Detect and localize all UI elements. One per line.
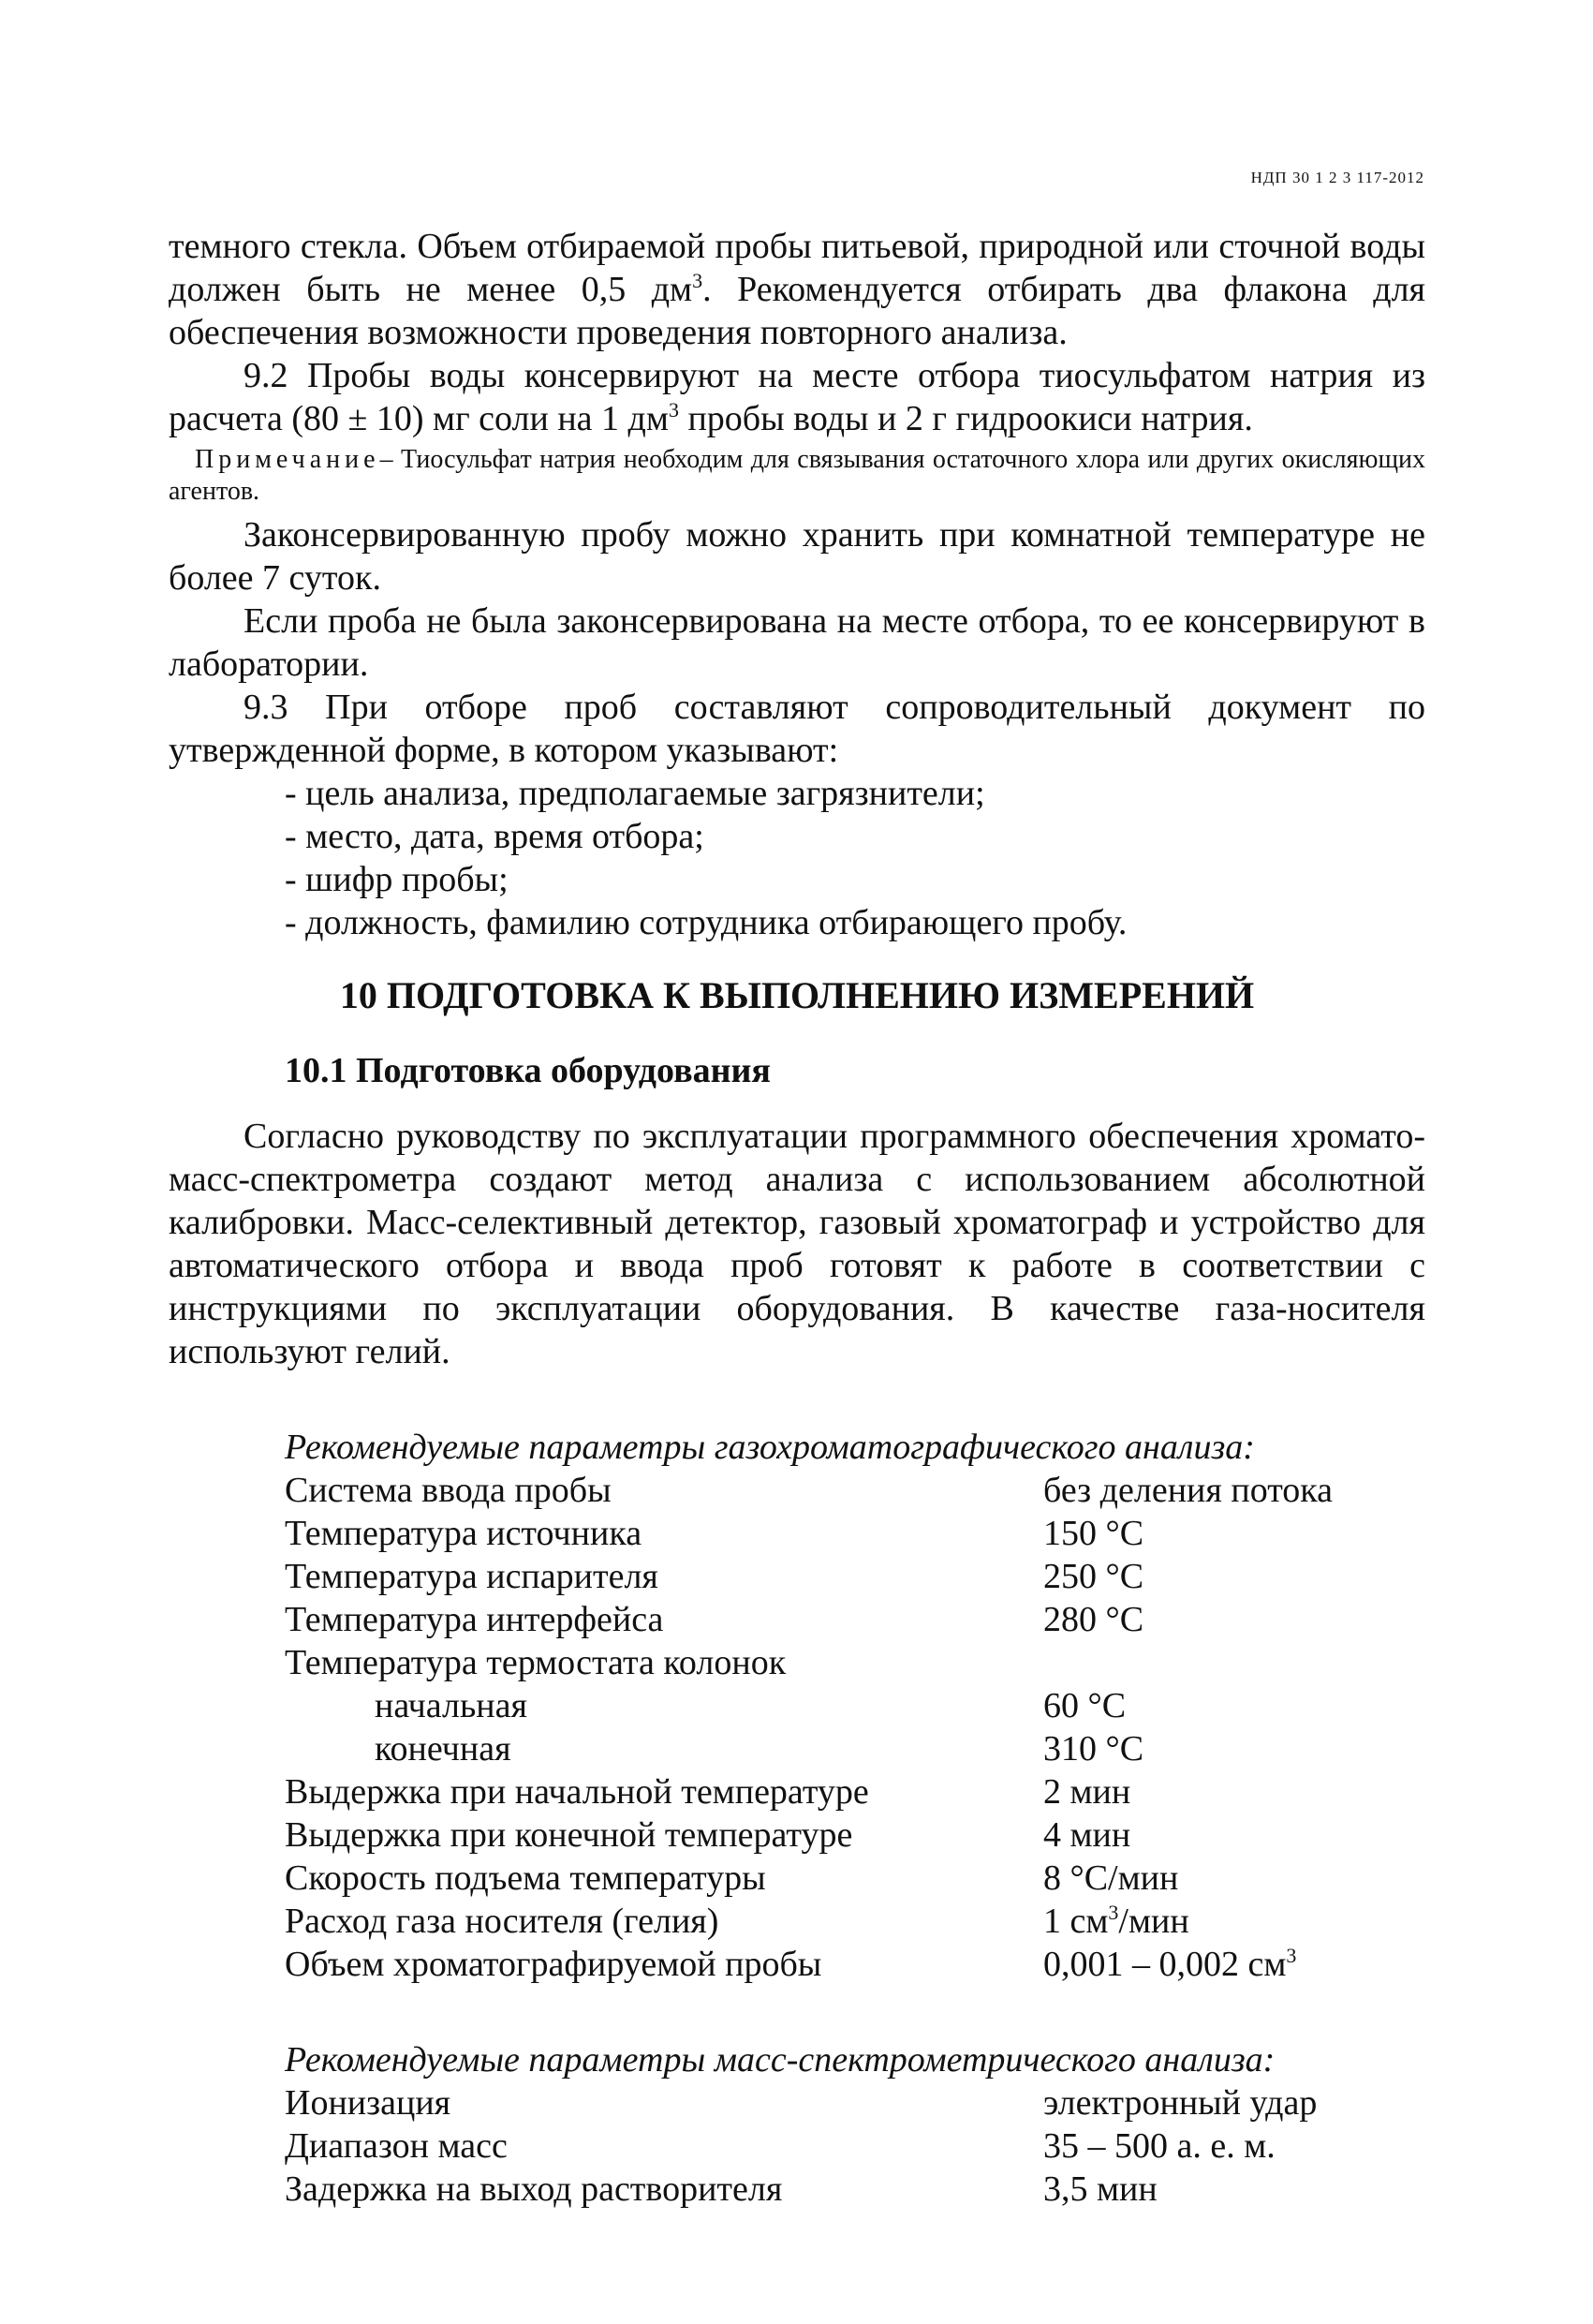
param-row: Ионизация электронный удар bbox=[285, 2083, 1318, 2123]
document-code: НДП 30 1 2 3 117-2012 bbox=[1250, 169, 1424, 186]
param-row: Объем хроматографируемой пробы 0,001 – 0,002 $см^3$ bbox=[285, 1944, 1297, 1984]
param-row: Температура термостата колонок bbox=[285, 1643, 787, 1682]
param-row: Скорость подъема температуры 8 °С/мин bbox=[285, 1858, 1179, 1898]
note-label: Примечание bbox=[195, 445, 380, 474]
param-row: Расход газа носителя (гелия) 1 $см^3$/мин bbox=[285, 1901, 1189, 1941]
param-row: Система ввода пробы без деления потока bbox=[285, 1471, 1334, 1510]
param-row: Температура источника 150 °С bbox=[285, 1514, 1144, 1553]
list-item: - шифр пробы; bbox=[285, 860, 509, 899]
param-row: Температура интерфейса 280 °С bbox=[285, 1600, 1144, 1639]
ms-params-caption: Рекомендуемые параметры масс-спектрометрического анализа: bbox=[285, 2040, 1276, 2080]
param-row: Задержка на выход растворителя 3,5 мин bbox=[285, 2169, 1158, 2209]
paragraph-lab-preservation: Если проба не была законсервирована на месте отбора, то ее консервируют в лаборатории. bbox=[169, 601, 1425, 684]
param-row: конечная 310 °С bbox=[375, 1729, 1144, 1769]
note-text: – Тиосульфат натрия необходим для связывания остаточного хлора или других окисляющих агентов. bbox=[169, 445, 1425, 506]
list-item: - место, дата, время отбора; bbox=[285, 817, 704, 856]
paragraph-storage: Законсервированную пробу можно хранить при комнатной температуре не более 7 суток. bbox=[169, 515, 1425, 598]
document-fields-list bbox=[285, 772, 1425, 944]
param-row: начальная 60 °С bbox=[375, 1686, 1127, 1725]
page-body bbox=[169, 225, 1425, 2211]
note bbox=[169, 444, 1425, 508]
paragraph-equipment: Согласно руководству по эксплуатации программного обеспечения хромато-масс-спектрометра создают метод анализа с использованием абсолютной калибровки. Масс-селективный детектор, газовый хроматограф и устройство для автоматического отбора и ввода проб готовят к работе в соответствии с инструкциями по эксплуатации оборудования. В качестве газа-носителя используют гелий. bbox=[169, 1117, 1425, 1371]
paragraph-sampling-volume: темного стекла. Объем отбираемой пробы питьевой, природной или сточной воды должен быть не менее 0,5 $дм^3$. Рекомендуется отбирать два флакона для обеспечения возможности проведения повторного анализа. bbox=[169, 227, 1426, 352]
list-item: - цель анализа, предполагаемые загрязнители; bbox=[285, 774, 985, 813]
gc-params-caption: Рекомендуемые параметры газохроматографического анализа: bbox=[285, 1428, 1255, 1467]
subsection-heading: 10.1 Подготовка оборудования bbox=[285, 1051, 771, 1090]
ms-params-table bbox=[169, 2081, 1425, 2211]
list-item: - должность, фамилию сотрудника отбирающего пробу. bbox=[285, 903, 1128, 942]
paragraph-9-2: 9.2 Пробы воды консервируют на месте отбора тиосульфатом натрия из расчета (80 ± 10) мг соли на 1 $дм^3$ пробы воды и 2 г гидроокиси натрия. bbox=[169, 356, 1425, 438]
param-row: Диапазон масс 35 – 500 а. е. м. bbox=[285, 2126, 1276, 2166]
param-row: Температура испарителя 250 °С bbox=[285, 1557, 1144, 1596]
section-heading: 10 ПОДГОТОВКА К ВЫПОЛНЕНИЮ ИЗМЕРЕНИЙ bbox=[339, 974, 1255, 1016]
gc-params-table bbox=[169, 1469, 1425, 1986]
param-row: Выдержка при начальной температуре 2 мин bbox=[285, 1772, 1131, 1812]
param-row: Выдержка при конечной температуре 4 мин bbox=[285, 1815, 1131, 1855]
paragraph-9-3: 9.3 При отборе проб составляют сопроводительный документ по утвержденной форме, в котором указывают: bbox=[169, 688, 1425, 770]
